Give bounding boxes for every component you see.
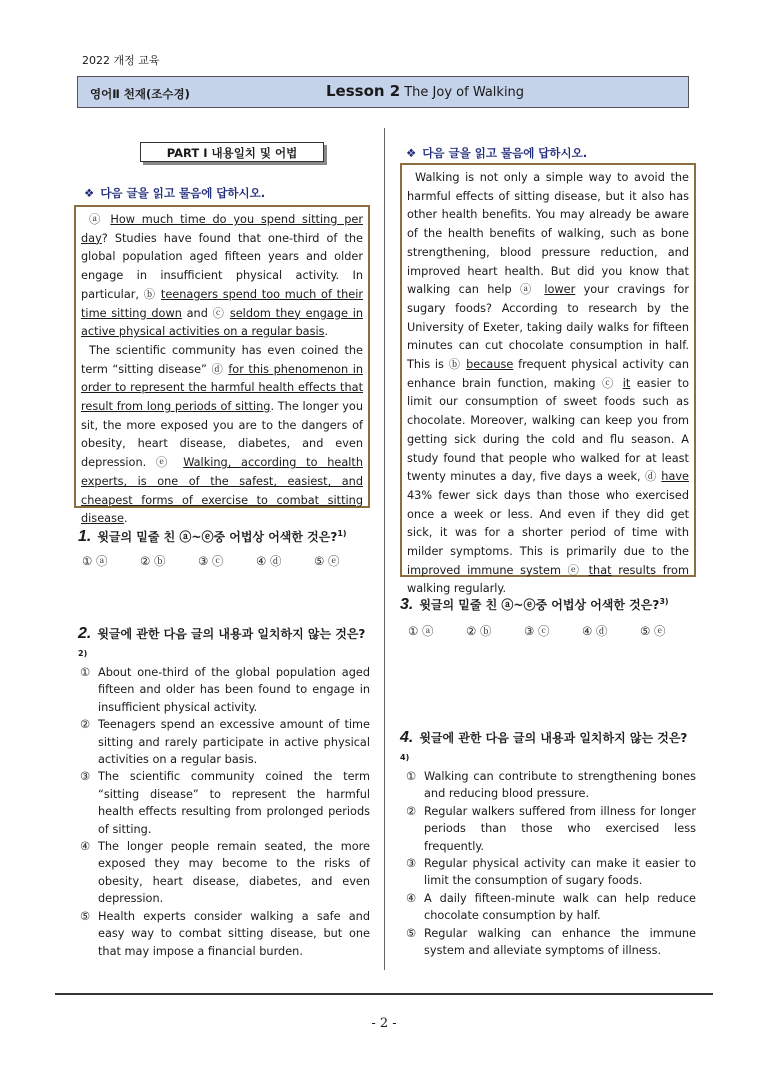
choice-text: Health experts consider walking a safe and easy way to combat sitting disease, but one that may impose a financial burden. xyxy=(98,909,370,958)
left-passage xyxy=(74,205,370,526)
passage-text: The scientific community has even coined the term “sitting disease” xyxy=(81,343,363,376)
choice-item[interactable] xyxy=(80,664,370,716)
choice-number: ① xyxy=(80,666,91,679)
choice-item[interactable] xyxy=(406,803,696,855)
passage-text: frequent physical activity can enhance brain function, making xyxy=(407,358,689,390)
passage-text: . The longer you sit, the more exposed you are to the dangers of obesity, heart disease, diabetes, and even depression. xyxy=(81,400,364,470)
diamond-icon: ❖ xyxy=(84,186,95,200)
right-instruction-text: 다음 글을 읽고 물음에 답하시오. xyxy=(422,146,588,160)
left-instruction-text: 다음 글을 읽고 물음에 답하시오. xyxy=(100,186,266,200)
choice-text: Teenagers spend an excessive amount of time sitting and rarely participate in active physical activities on a regular basis. xyxy=(98,718,370,767)
option[interactable]: ③ ⓒ xyxy=(524,624,550,638)
choice-text: The longer people remain seated, the more exposed they may become to the risks of obesity, heart disease, diabetes, and even depression. xyxy=(98,840,370,906)
choice-text: About one-third of the global population aged fifteen and older has been found to engage in insufficient physical activity. xyxy=(98,666,370,714)
underline-c: it xyxy=(622,376,631,390)
question-text: 윗글의 밑줄 친 ⓐ~ⓔ중 어법상 어색한 것은? xyxy=(97,530,338,544)
underline-b: teenagers spend too much of their time sitting down xyxy=(81,287,363,320)
question-3-title xyxy=(400,596,669,614)
question-number: 3. xyxy=(400,596,414,613)
marker-d: ⓓ xyxy=(211,362,224,376)
choice-item[interactable] xyxy=(406,855,696,890)
left-instruction xyxy=(84,185,265,201)
passage-text: and xyxy=(181,306,213,320)
marker-e: ⓔ xyxy=(567,563,582,577)
underline-b: because xyxy=(466,358,514,372)
choice-number: ③ xyxy=(406,857,417,871)
passage-text: results from walking regularly. xyxy=(407,563,689,596)
question-1-title xyxy=(78,528,347,546)
top-label: 2022 개정 교육 xyxy=(82,54,160,67)
choice-item[interactable] xyxy=(406,890,696,925)
underline-d: for this phenomenon in order to represent the harmful health effects that result from long periods of sitting xyxy=(81,362,363,414)
passage-text: 43% fewer sick days than those who exercised once a week or less. And even if they did get sick, it was for a shorter period of time with milder symptoms. This is primarily due to the improved immune system xyxy=(407,488,689,577)
footnote-mark: 4) xyxy=(400,753,410,762)
choice-number: ③ xyxy=(80,770,91,784)
question-2-choices xyxy=(80,664,370,960)
question-number: 4. xyxy=(400,729,414,746)
passage-text: your cravings for sugary foods? According to research by the University of Exeter, taking daily walks for fifteen minutes can cut chocolate consumption in half. This is xyxy=(407,283,689,372)
choice-item[interactable] xyxy=(406,925,696,960)
marker-b: ⓑ xyxy=(143,287,157,301)
question-text: 윗글에 관한 다음 글의 내용과 일치하지 않는 것은? xyxy=(97,627,366,641)
choice-number: ④ xyxy=(406,891,417,905)
question-2-title xyxy=(78,624,370,667)
choice-text: The scientific community coined the term “sitting disease” to represent the harmful health effects resulting from prolonged periods of sitting. xyxy=(98,770,370,836)
choice-number: ② xyxy=(80,718,91,732)
choice-item[interactable] xyxy=(80,908,370,960)
marker-e: ⓔ xyxy=(155,456,174,470)
choice-number: ④ xyxy=(80,840,91,854)
left-passage-para-2 xyxy=(81,342,363,529)
book-title: 영어Ⅱ 천재(조수경) xyxy=(90,87,190,101)
option[interactable]: ① ⓐ xyxy=(82,554,108,568)
marker-c: ⓒ xyxy=(212,306,226,320)
underline-a: lower xyxy=(544,283,576,297)
option[interactable]: ④ ⓓ xyxy=(256,554,282,568)
left-passage-para-1 xyxy=(81,211,363,342)
footnote-mark: 2) xyxy=(78,649,88,658)
question-text: 윗글의 밑줄 친 ⓐ~ⓔ중 어법상 어색한 것은? xyxy=(419,598,660,612)
question-4-title xyxy=(400,728,696,771)
underline-e: Walking, according to health experts, is one of the safest, easiest, and cheapest forms of exercise to combat sitting disease xyxy=(81,456,363,526)
option[interactable]: ③ ⓒ xyxy=(198,554,224,568)
question-number: 2. xyxy=(78,625,92,642)
choice-item[interactable] xyxy=(80,768,370,838)
passage-text: . xyxy=(324,325,329,339)
option[interactable]: ⑤ ⓔ xyxy=(640,624,666,638)
choice-item[interactable] xyxy=(406,768,696,803)
diamond-icon: ❖ xyxy=(406,146,417,160)
underline-a: How much time do you spend sitting per day xyxy=(81,213,363,245)
passage-text: ? Studies have found that one-third of the global population aged fifteen years and older engage in insufficient physical activity. In particular, xyxy=(81,231,363,301)
right-passage xyxy=(400,163,696,596)
choice-item[interactable] xyxy=(80,716,370,768)
option[interactable]: ② ⓑ xyxy=(140,554,166,568)
underline-e: that xyxy=(588,563,612,577)
question-number: 1. xyxy=(78,528,92,545)
header-bar xyxy=(77,76,689,108)
part-title: PART Ⅰ 내용일치 및 어법 xyxy=(140,142,324,162)
marker-a: ⓐ xyxy=(89,213,104,226)
marker-d: ⓓ xyxy=(644,470,657,484)
choice-text: Walking can contribute to strengthening bones and reducing blood pressure. xyxy=(424,770,696,801)
choice-number: ② xyxy=(406,804,417,818)
column-divider xyxy=(384,128,385,970)
question-1-options xyxy=(82,553,372,569)
option[interactable]: ② ⓑ xyxy=(466,624,492,638)
marker-a: ⓐ xyxy=(520,283,537,297)
question-3-options xyxy=(408,623,698,639)
option[interactable]: ⑤ ⓔ xyxy=(314,554,340,568)
passage-text: easier to limit our consumption of sweet foods such as chocolate. Moreover, walking can keep you from getting sick during the cold and flu season. A study found that people who walked for at least twenty minutes a day, five days a week, xyxy=(407,376,690,484)
right-instruction xyxy=(406,145,587,161)
choice-text: Regular walking can enhance the immune system and alleviate symptoms of illness. xyxy=(424,926,696,958)
choice-number: ⑤ xyxy=(406,926,417,940)
choice-text: Regular walkers suffered from illness for longer periods than those who exercised less frequently. xyxy=(424,804,696,853)
marker-c: ⓒ xyxy=(602,376,617,390)
page-number: - 2 - xyxy=(371,1016,397,1031)
footnote-mark: 1) xyxy=(337,529,347,538)
option[interactable]: ④ ⓓ xyxy=(582,624,608,638)
question-text: 윗글에 관한 다음 글의 내용과 일치하지 않는 것은? xyxy=(419,731,688,745)
choice-text: Regular physical activity can make it easier to limit the consumption of sugary foods. xyxy=(424,857,696,888)
footer-rule xyxy=(55,993,713,995)
choice-text: A daily fifteen-minute walk can help reduce chocolate consumption by half. xyxy=(424,891,696,923)
footnote-mark: 3) xyxy=(659,597,669,606)
lesson-number: Lesson 2 xyxy=(326,82,401,100)
choice-item[interactable] xyxy=(80,838,370,908)
option[interactable]: ① ⓐ xyxy=(408,624,434,638)
passage-text: . xyxy=(123,512,128,526)
underline-d: have xyxy=(661,470,689,484)
right-passage-para xyxy=(407,169,689,599)
question-4-choices xyxy=(406,768,696,959)
passage-text: Walking is not only a simple way to avoid the harmful effects of sitting disease, but it also has other health benefits. You may already be aware of the health benefits of walking, such as bone strengthening, blood pressure reduction, and improved heart health. But did you know that walking can help xyxy=(407,171,689,297)
choice-number: ① xyxy=(406,770,417,783)
lesson-title xyxy=(326,82,524,100)
marker-b: ⓑ xyxy=(448,358,462,372)
choice-number: ⑤ xyxy=(80,909,91,923)
lesson-subtitle: The Joy of Walking xyxy=(404,85,525,100)
underline-c: seldom they engage in active physical activities on a regular basis xyxy=(81,306,364,339)
